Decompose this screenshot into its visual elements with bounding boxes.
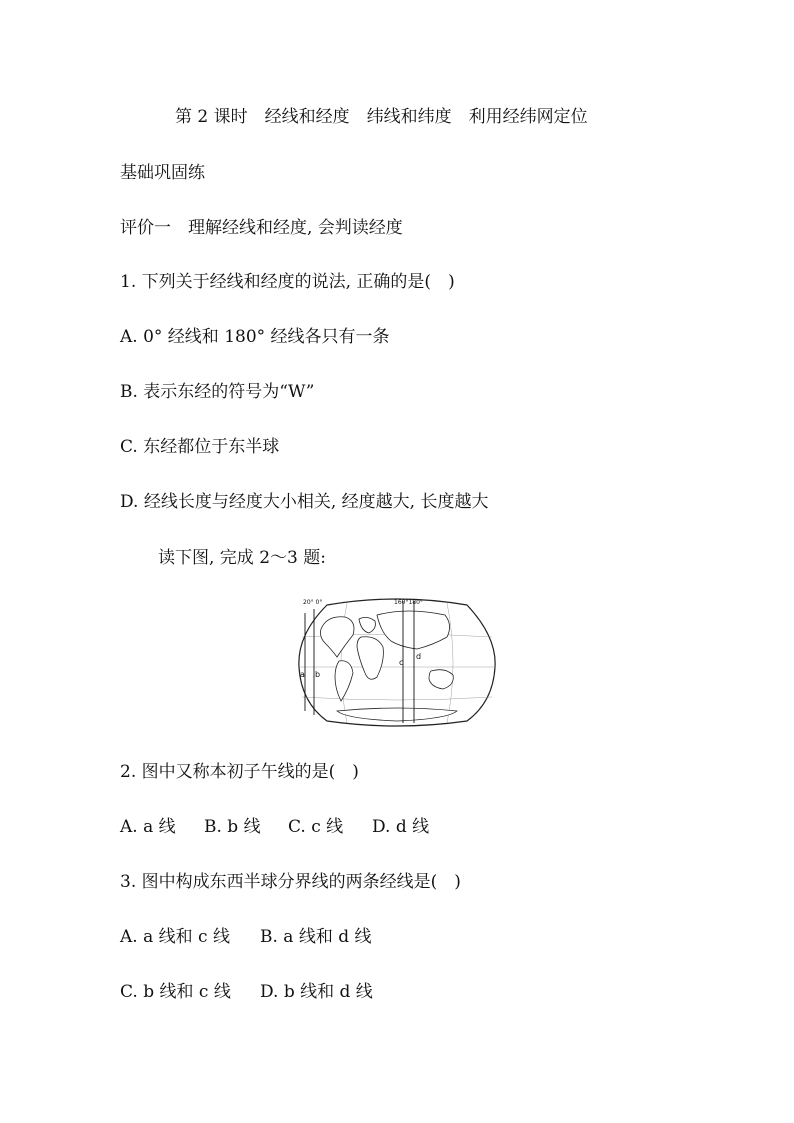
question-2-options (120, 817, 429, 837)
question-2-stem: 2. 图中又称本初子午线的是( ) (120, 762, 359, 782)
world-map-svg (297, 597, 497, 727)
question-1-option-b: B. 表示东经的符号为“W” (120, 382, 315, 402)
map-top-label-left: 20° 0° (303, 599, 323, 606)
read-figure-prompt: 读下图, 完成 2～3 题: (158, 548, 326, 568)
question-1-option-d: D. 经线长度与经度大小相关, 经度越大, 长度越大 (120, 492, 489, 512)
question-1-option-a: A. 0° 经线和 180° 经线各只有一条 (120, 327, 390, 347)
world-map-figure (297, 597, 497, 727)
question-3-option-c: C. b 线和 c 线 (120, 982, 231, 1002)
page-title: 第 2 课时 经线和经度 纬线和纬度 利用经纬网定位 (175, 107, 588, 127)
map-top-label-right: 160°180° (394, 599, 423, 606)
map-label-a: a (300, 670, 305, 679)
map-label-b: b (315, 670, 321, 679)
question-3-options-row-1 (120, 927, 372, 947)
question-3-stem: 3. 图中构成东西半球分界线的两条经线是( ) (120, 872, 461, 892)
question-2-option-c: C. c 线 (288, 817, 344, 837)
question-3-option-b: B. a 线和 d 线 (260, 927, 372, 947)
section-heading: 基础巩固练 (120, 163, 205, 183)
map-label-c: c (399, 658, 404, 667)
question-3-option-d: D. b 线和 d 线 (260, 982, 373, 1002)
question-1-stem: 1. 下列关于经线和经度的说法, 正确的是( ) (120, 272, 455, 292)
question-2-option-b: B. b 线 (204, 817, 261, 837)
question-3-option-a: A. a 线和 c 线 (120, 927, 230, 947)
evaluation-heading: 评价一 理解经线和经度, 会判读经度 (120, 218, 403, 238)
question-2-option-a: A. a 线 (120, 817, 176, 837)
question-2-option-d: D. d 线 (372, 817, 430, 837)
question-3-options-row-2 (120, 982, 373, 1002)
map-label-d: d (416, 652, 422, 661)
question-1-option-c: C. 东经都位于东半球 (120, 437, 280, 457)
